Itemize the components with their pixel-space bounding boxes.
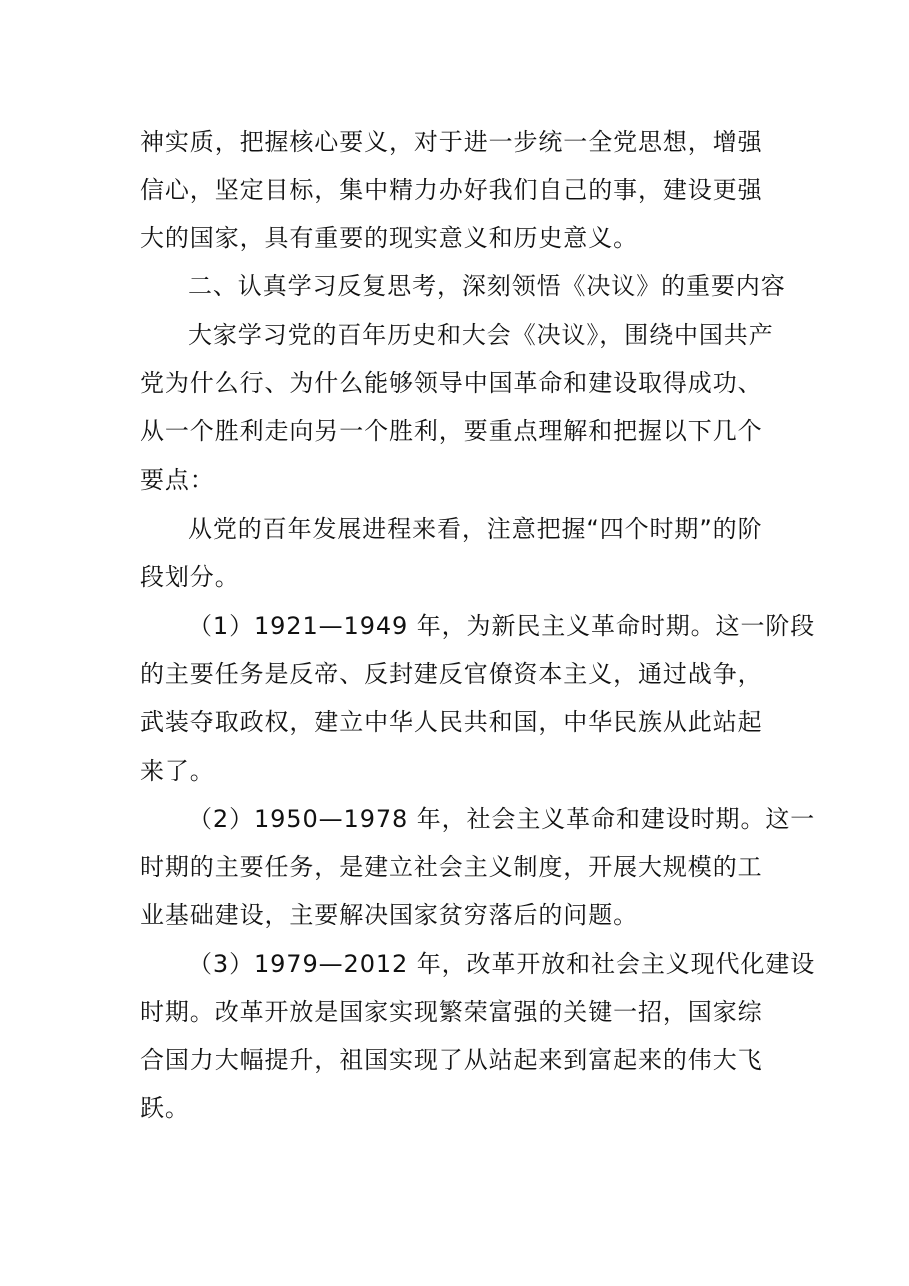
text-line: 信心，坚定目标，集中精力办好我们自己的事，建设更强	[140, 176, 763, 204]
text-line: 业基础建设，主要解决国家贫穷落后的问题。	[140, 901, 638, 929]
text-line: 从一个胜利走向另一个胜利，要重点理解和把握以下几个	[140, 417, 763, 445]
text-line: （2）1950—1978 年，社会主义革命和建设时期。这一	[188, 805, 816, 833]
text-line: 要点：	[140, 466, 215, 494]
text-line: 大家学习党的百年历史和大会《决议》，围绕中国共产	[188, 321, 774, 349]
text-line: 党为什么行、为什么能够领导中国革命和建设取得成功、	[140, 369, 763, 397]
text-line: 来了。	[140, 757, 215, 785]
text-line: 神实质，把握核心要义，对于进一步统一全党思想，增强	[140, 128, 763, 156]
text-line: 从党的百年发展进程来看，注意把握“四个时期”的阶	[188, 515, 763, 543]
text-line: 大的国家，具有重要的现实意义和历史意义。	[140, 224, 638, 252]
text-line: 的主要任务是反帝、反封建反官僚资本主义，通过战争，	[140, 660, 763, 688]
text-line: （3）1979—2012 年，改革开放和社会主义现代化建设	[188, 950, 816, 978]
text-line: 合国力大幅提升，祖国实现了从站起来到富起来的伟大飞	[140, 1046, 763, 1074]
section-heading: 二、认真学习反复思考，深刻领悟《决议》的重要内容	[188, 272, 786, 300]
text-line: 武装夺取政权，建立中华人民共和国，中华民族从此站起	[140, 708, 763, 736]
text-line: 段划分。	[140, 563, 240, 591]
text-line: （1）1921—1949 年，为新民主义革命时期。这一阶段	[188, 612, 816, 640]
text-line: 时期。改革开放是国家实现繁荣富强的关键一招，国家综	[140, 998, 763, 1026]
text-line: 时期的主要任务，是建立社会主义制度，开展大规模的工	[140, 853, 763, 881]
text-line: 跃。	[140, 1094, 190, 1122]
